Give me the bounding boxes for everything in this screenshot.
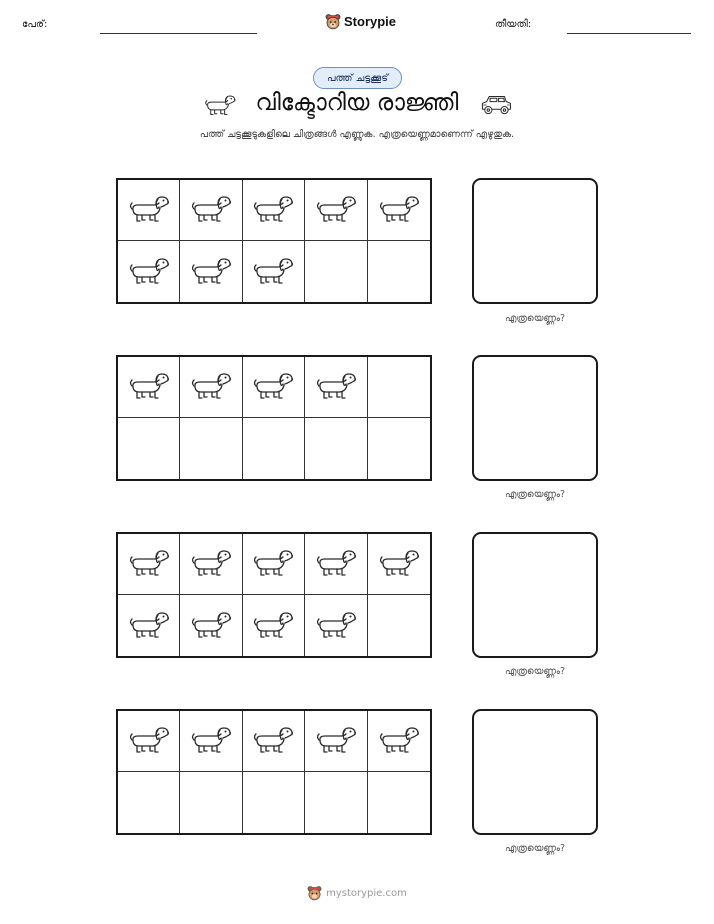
ten-frame-3: [116, 532, 432, 658]
ten-frame-cell: [118, 595, 180, 656]
ten-frame-cell: [368, 534, 430, 595]
name-line[interactable]: [100, 33, 257, 34]
dachshund-icon: [251, 195, 295, 225]
vintage-car-icon: [479, 92, 513, 118]
ten-frame-cell: [180, 357, 242, 418]
dachshund-icon: [189, 257, 233, 287]
dachshund-icon: [314, 549, 358, 579]
ten-frame-cell: [305, 595, 367, 656]
dachshund-icon: [189, 195, 233, 225]
ten-frame-cell: [180, 772, 242, 833]
ten-frame-cell: [368, 241, 430, 302]
dachshund-icon: [314, 611, 358, 641]
ten-frame-cell: [305, 772, 367, 833]
question-label-2: എത്രയെണ്ണം?: [504, 489, 566, 500]
ten-frame-1: [116, 178, 432, 304]
ten-frame-cell: [305, 418, 367, 479]
dachshund-icon: [251, 372, 295, 402]
ten-frame-cell: [180, 241, 242, 302]
dachshund-icon: [377, 726, 421, 756]
dachshund-icon: [189, 372, 233, 402]
dachshund-icon: [251, 549, 295, 579]
dachshund-icon: [127, 611, 171, 641]
ten-frame-cell: [118, 241, 180, 302]
dachshund-icon: [127, 195, 171, 225]
dachshund-icon: [127, 372, 171, 402]
ten-frame-cell: [368, 357, 430, 418]
ten-frame-cell: [368, 711, 430, 772]
instruction-text: പത്ത് ചട്ടക്കൂടുകളിലെ ചിത്രങ്ങൾ എണ്ണുക. എത്രയെണ്ണമാണെന്ന് എഴുതുക.: [199, 129, 515, 140]
ten-frame-cell: [180, 711, 242, 772]
ten-frame-cell: [243, 180, 305, 241]
ten-frame-cell: [243, 534, 305, 595]
ten-frame-cell: [243, 595, 305, 656]
answer-box-2[interactable]: [472, 355, 598, 481]
dachshund-icon: [314, 726, 358, 756]
dachshund-icon: [127, 257, 171, 287]
question-label-4: എത്രയെണ്ണം?: [504, 843, 566, 854]
ten-frame-cell: [243, 241, 305, 302]
worksheet-title: വിക്ടോറിയ രാജ്ഞി: [255, 90, 459, 116]
dachshund-icon: [189, 726, 233, 756]
logo-text: Storypie: [344, 14, 397, 29]
date-label: തീയതി:: [495, 19, 532, 30]
dachshund-icon: [377, 549, 421, 579]
ten-frame-cell: [118, 180, 180, 241]
ten-frame-cell: [180, 418, 242, 479]
dachshund-icon: [314, 372, 358, 402]
question-label-3: എത്രയെണ്ണം?: [504, 666, 566, 677]
ten-frame-cell: [118, 357, 180, 418]
footer-url[interactable]: mystorypie.com: [326, 887, 407, 899]
ten-frame-cell: [118, 772, 180, 833]
ten-frame-cell: [243, 357, 305, 418]
ten-frame-cell: [368, 418, 430, 479]
name-label: പേര്:: [22, 19, 48, 30]
question-label-1: എത്രയെണ്ണം?: [504, 313, 566, 324]
ten-frame-cell: [243, 711, 305, 772]
ten-frame-cell: [305, 180, 367, 241]
ten-frame-2: [116, 355, 432, 481]
ten-frame-cell: [368, 772, 430, 833]
bear-logo-icon: [307, 885, 322, 901]
dachshund-icon: [127, 549, 171, 579]
ten-frame-cell: [118, 418, 180, 479]
date-line[interactable]: [567, 33, 691, 34]
ten-frame-cell: [305, 534, 367, 595]
topic-badge: പത്ത് ചട്ടക്കൂട്: [313, 67, 402, 89]
dachshund-icon: [189, 549, 233, 579]
dachshund-icon: [251, 611, 295, 641]
ten-frame-4: [116, 709, 432, 835]
ten-frame-cell: [368, 180, 430, 241]
dachshund-icon: [127, 726, 171, 756]
ten-frame-cell: [305, 241, 367, 302]
ten-frame-cell: [305, 711, 367, 772]
ten-frame-cell: [180, 595, 242, 656]
dachshund-icon: [251, 726, 295, 756]
ten-frame-cell: [243, 418, 305, 479]
ten-frame-cell: [305, 357, 367, 418]
answer-box-4[interactable]: [472, 709, 598, 835]
answer-box-3[interactable]: [472, 532, 598, 658]
dachshund-icon: [251, 257, 295, 287]
answer-box-1[interactable]: [472, 178, 598, 304]
footer: [0, 885, 714, 901]
dachshund-icon: [314, 195, 358, 225]
ten-frame-cell: [180, 534, 242, 595]
bear-logo-icon: [325, 13, 341, 30]
dachshund-icon: [377, 195, 421, 225]
ten-frame-cell: [180, 180, 242, 241]
dachshund-icon: [189, 611, 233, 641]
ten-frame-cell: [118, 711, 180, 772]
ten-frame-cell: [243, 772, 305, 833]
storypie-logo: [325, 13, 396, 30]
ten-frame-cell: [118, 534, 180, 595]
ten-frame-cell: [368, 595, 430, 656]
